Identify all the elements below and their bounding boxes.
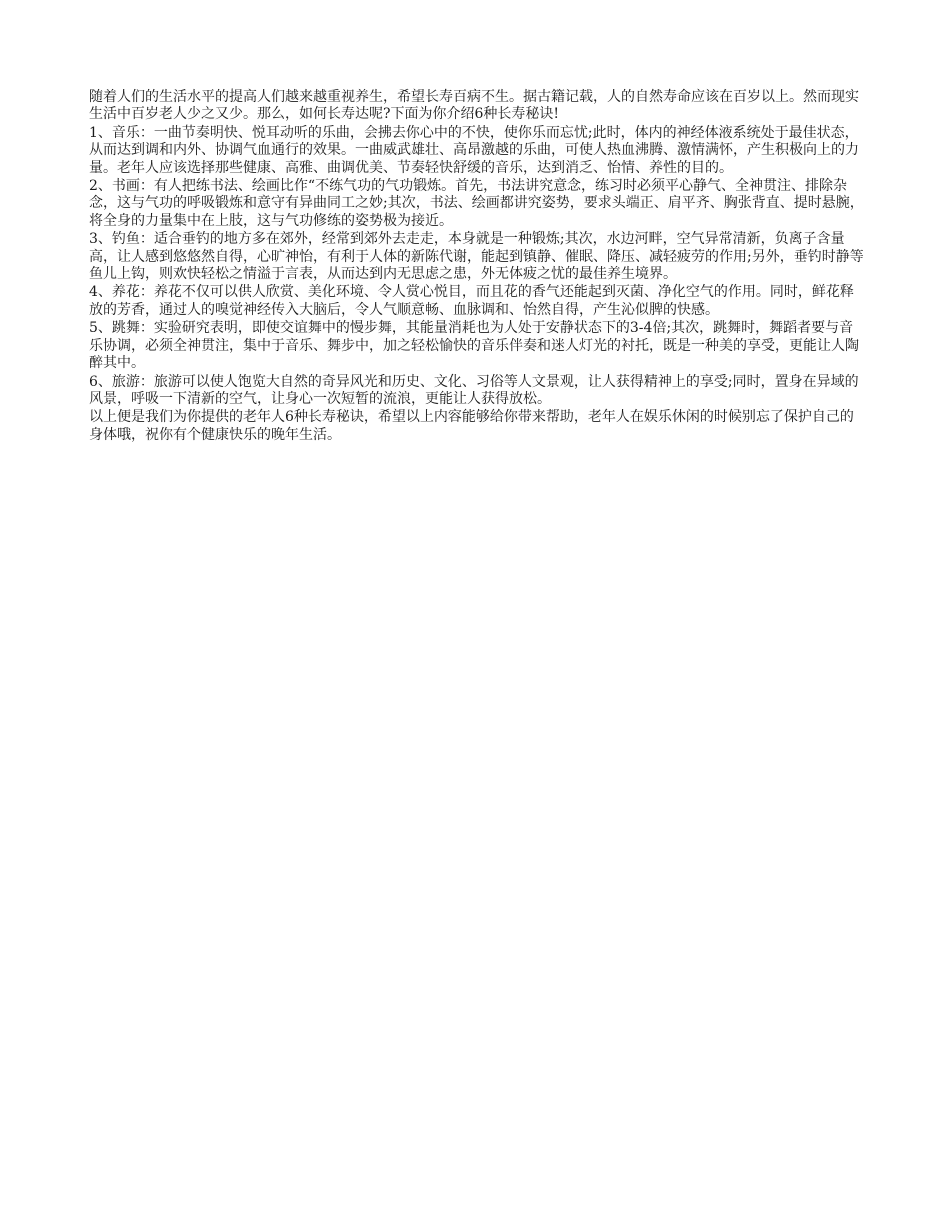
intro-paragraph: 随着人们的生活水平的提高人们越来越重视养生，希望长寿百病不生。据古籍记载，人的自然寿命应该在百岁以上。然而现实生活中百岁老人少之又少。那么，如何长寿达呢?下面为你介绍6种长寿秘诀! <box>89 89 859 123</box>
item-music: 1、音乐：一曲节奏明快、悦耳动听的乐曲，会拂去你心中的不快，使你乐而忘忧;此时，体内的神经体液系统处于最佳状态，从而达到调和内外、协调气血通行的效果。一曲威武雄壮、高昂激越的乐曲，可使人热血沸腾、激情满怀，产生积极向上的力量。老年人应该选择那些健康、高雅、曲调优美、节奏轻快舒缓的音乐，达到消乏、怡情、养性的目的。 <box>89 124 859 176</box>
item-fishing: 3、钓鱼：适合垂钓的地方多在郊外，经常到郊外去走走，本身就是一种锻炼;其次，水边河畔，空气异常清新，负离子含量高，让人感到悠悠然自得，心旷神怡，有利于人体的新陈代谢，能起到镇静、催眠、降压、减轻疲劳的作用;另外，垂钓时静等鱼儿上钩，则欢快轻松之情溢于言表，从而达到内无思虑之患，外无体疲之忧的最佳养生境界。 <box>89 231 864 283</box>
item-dancing: 5、跳舞：实验研究表明，即使交谊舞中的慢步舞，其能量消耗也为人处于安静状态下的3-4倍;其次，跳舞时，舞蹈者要与音乐协调，必须全神贯注，集中于音乐、舞步中，加之轻松愉快的音乐伴奏和迷人灯光的衬托，既是一种美的享受，更能让人陶醉其中。 <box>89 320 859 372</box>
item-flowers: 4、养花：养花不仅可以供人欣赏、美化环境、令人赏心悦目，而且花的香气还能起到灭菌、净化空气的作用。同时，鲜花释放的芳香，通过人的嗅觉神经传入大脑后，令人气顺意畅、血脉调和、怡然自得，产生沁似脾的快感。 <box>89 284 854 318</box>
item-travel: 6、旅游：旅游可以使人饱览大自然的奇异风光和历史、文化、习俗等人文景观，让人获得精神上的享受;同时，置身在异域的风景，呼吸一下清新的空气，让身心一次短暂的流浪，更能让人获得放松。 <box>89 373 859 407</box>
conclusion-paragraph: 以上便是我们为你提供的老年人6种长寿秘诀，希望以上内容能够给你带来帮助，老年人在娱乐休闲的时候别忘了保护自己的身体哦，祝你有个健康快乐的晚年生活。 <box>89 409 854 443</box>
document-body <box>89 89 867 445</box>
item-calligraphy: 2、书画：有人把练书法、绘画比作“不练气功的气功锻炼。首先，书法讲究意念，练习时必须平心静气、全神贯注、排除杂念，这与气功的呼吸锻炼和意守有异曲同工之妙;其次，书法、绘画都讲究姿势，要求头端正、肩平齐、胸张背直、提时悬腕，将全身的力量集中在上肢，这与气功修练的姿势极为接近。 <box>89 178 864 229</box>
